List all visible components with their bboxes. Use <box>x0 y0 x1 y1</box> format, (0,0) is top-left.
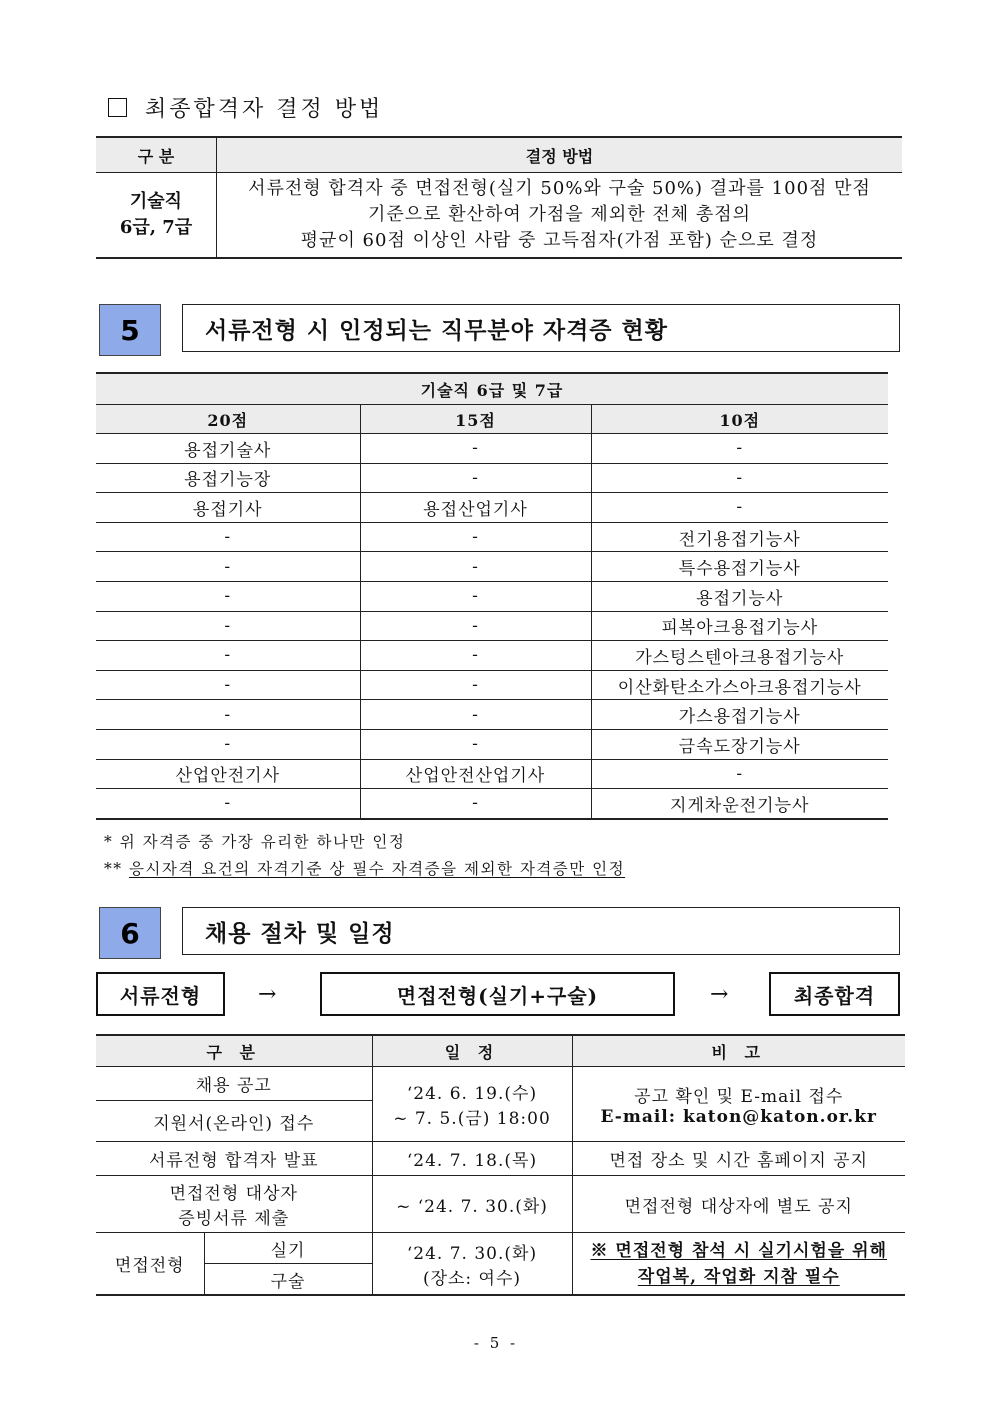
flow-step-document: 서류전형 <box>96 972 225 1016</box>
table-cell: - <box>360 522 591 552</box>
interview-note-line2: 작업복, 작업화 지참 필수 <box>637 1266 840 1287</box>
table-cell: - <box>96 522 360 552</box>
table-cell: - <box>360 552 591 582</box>
table-row <box>96 759 888 789</box>
table-cell: - <box>360 789 591 819</box>
table-row <box>96 581 888 611</box>
table-row <box>96 611 888 641</box>
page-number: - 5 - <box>473 1334 519 1352</box>
table-cell: - <box>360 729 591 759</box>
table-cell: 산업안전산업기사 <box>360 759 591 789</box>
flow-step-interview: 면접전형(실기+구술) <box>320 972 675 1016</box>
table-cell: - <box>96 641 360 671</box>
table-cell: 용접기사 <box>96 493 360 523</box>
table-row <box>96 700 888 730</box>
row-docs <box>96 1176 372 1233</box>
sub-practical: 실기 <box>204 1233 372 1264</box>
note-2-text: 응시자격 요건의 자격기준 상 필수 자격증을 제외한 자격증만 인정 <box>128 860 626 878</box>
table-cell: 지게차운전기능사 <box>591 789 888 819</box>
section6-number-badge: 6 <box>99 907 161 959</box>
table-cell: - <box>360 611 591 641</box>
category-line1: 기술직 <box>129 191 183 212</box>
row-result: 서류전형 합격자 발표 <box>96 1142 372 1176</box>
table-row <box>96 552 888 582</box>
apply-note-line1: 공고 확인 및 E-mail 접수 <box>634 1086 844 1107</box>
row-announce: 채용 공고 <box>96 1067 372 1101</box>
table-cell: - <box>360 434 591 464</box>
table-cell: - <box>96 552 360 582</box>
table-cell: - <box>591 759 888 789</box>
section6-title-bar: 채용 절차 및 일정 <box>182 907 900 955</box>
table-row <box>96 641 888 671</box>
docs-date: ~ ‘24. 7. 30.(화) <box>372 1176 572 1233</box>
table-cell: 용접기술사 <box>96 434 360 464</box>
table-cell: - <box>96 611 360 641</box>
header-15: 15점 <box>360 405 591 434</box>
table-cell: - <box>591 493 888 523</box>
table-cell: 특수용접기능사 <box>591 552 888 582</box>
heading-text: 최종합격자 결정 방법 <box>145 97 384 122</box>
table-cell: - <box>96 700 360 730</box>
table-row <box>96 729 888 759</box>
row-docs-line2: 증빙서류 제출 <box>178 1209 290 1229</box>
note-2-mark: ** <box>104 860 123 878</box>
table-cell: 산업안전기사 <box>96 759 360 789</box>
category-cell <box>96 173 217 259</box>
interview-date-line1: ‘24. 7. 30.(화) <box>406 1243 538 1264</box>
interview-date <box>372 1233 572 1296</box>
table-cell: 가스텅스텐아크용접기능사 <box>591 641 888 671</box>
table-row <box>96 670 888 700</box>
table-cell: 피복아크용접기능사 <box>591 611 888 641</box>
row-interview: 면접전형 <box>96 1233 204 1296</box>
table-cell: 용접기능사 <box>591 581 888 611</box>
section5-title-bar: 서류전형 시 인정되는 직무분야 자격증 현황 <box>182 304 900 352</box>
table-cell: - <box>591 434 888 464</box>
note-2 <box>104 857 625 879</box>
table-cell: 이산화탄소가스아크용접기능사 <box>591 670 888 700</box>
method-line3: 평균이 60점 이상인 사람 중 고득점자(가점 포함) 순으로 결정 <box>300 230 819 251</box>
interview-date-line2: (장소: 여수) <box>422 1268 522 1289</box>
table-cell: 금속도장기능사 <box>591 729 888 759</box>
interview-note <box>572 1233 905 1296</box>
table-cell: - <box>96 581 360 611</box>
row-apply: 지원서(온라인) 접수 <box>96 1101 372 1142</box>
note-1-mark: * <box>104 833 114 851</box>
table-row <box>96 522 888 552</box>
note-1 <box>104 830 405 852</box>
flow-arrow-icon: → <box>258 982 277 1007</box>
method-line2: 기준으로 환산하여 가점을 제외한 전체 총점의 <box>368 204 751 225</box>
table-cell: - <box>360 700 591 730</box>
table-cell: 전기용접기능사 <box>591 522 888 552</box>
method-line1: 서류전형 합격자 중 면접전형(실기 50%와 구술 50%) 결과를 100점 만점 <box>248 178 871 199</box>
col-header-category: 구 분 <box>96 1035 372 1067</box>
table-cell: - <box>96 729 360 759</box>
table-cell: - <box>360 581 591 611</box>
col-header-category: 구 분 <box>96 137 217 173</box>
apply-period-line2: ~ 7. 5.(금) 18:00 <box>393 1109 551 1129</box>
table-cell: - <box>591 463 888 493</box>
schedule-table <box>96 1034 905 1296</box>
apply-note <box>572 1067 905 1142</box>
certificate-table <box>96 372 888 820</box>
docs-note: 면접전형 대상자에 별도 공지 <box>572 1176 905 1233</box>
table-row <box>96 434 888 464</box>
result-note: 면접 장소 및 시간 홈페이지 공지 <box>572 1142 905 1176</box>
table-row <box>96 493 888 523</box>
table-cell: - <box>360 641 591 671</box>
table-cell: - <box>96 670 360 700</box>
method-cell <box>217 173 903 259</box>
flow-step-final: 최종합격 <box>769 972 900 1016</box>
table-cell: 가스용접기능사 <box>591 700 888 730</box>
section5-number-badge: 5 <box>99 304 161 356</box>
header-10: 10점 <box>591 405 888 434</box>
col-header-schedule: 일 정 <box>372 1035 572 1067</box>
note-1-text: 위 자격증 중 가장 유리한 하나만 인정 <box>119 833 406 851</box>
category-line2: 6급, 7급 <box>119 217 193 238</box>
table-cell: - <box>360 463 591 493</box>
apply-period-line1: ‘24. 6. 19.(수) <box>406 1084 538 1104</box>
table-cell: 용접산업기사 <box>360 493 591 523</box>
table-cell: 용접기능장 <box>96 463 360 493</box>
final-decision-heading <box>108 92 383 123</box>
header-20: 20점 <box>96 405 360 434</box>
interview-note-line1: ※ 면접전형 참석 시 실기시험을 위해 <box>590 1240 887 1261</box>
sub-oral: 구술 <box>204 1264 372 1296</box>
result-date: ‘24. 7. 18.(목) <box>372 1142 572 1176</box>
apply-period <box>372 1067 572 1142</box>
checkbox-square-icon <box>108 98 127 117</box>
certificate-table-title: 기술직 6급 및 7급 <box>96 373 888 405</box>
table-cell: - <box>96 789 360 819</box>
table-row <box>96 463 888 493</box>
col-header-note: 비 고 <box>572 1035 905 1067</box>
flow-arrow-icon: → <box>710 982 729 1007</box>
email-address: E-mail: katon@katon.or.kr <box>600 1106 877 1127</box>
table-cell: - <box>360 670 591 700</box>
final-decision-table <box>96 136 902 259</box>
row-docs-line1: 면접전형 대상자 <box>169 1184 298 1204</box>
col-header-method: 결정 방법 <box>217 137 903 173</box>
table-row <box>96 789 888 819</box>
